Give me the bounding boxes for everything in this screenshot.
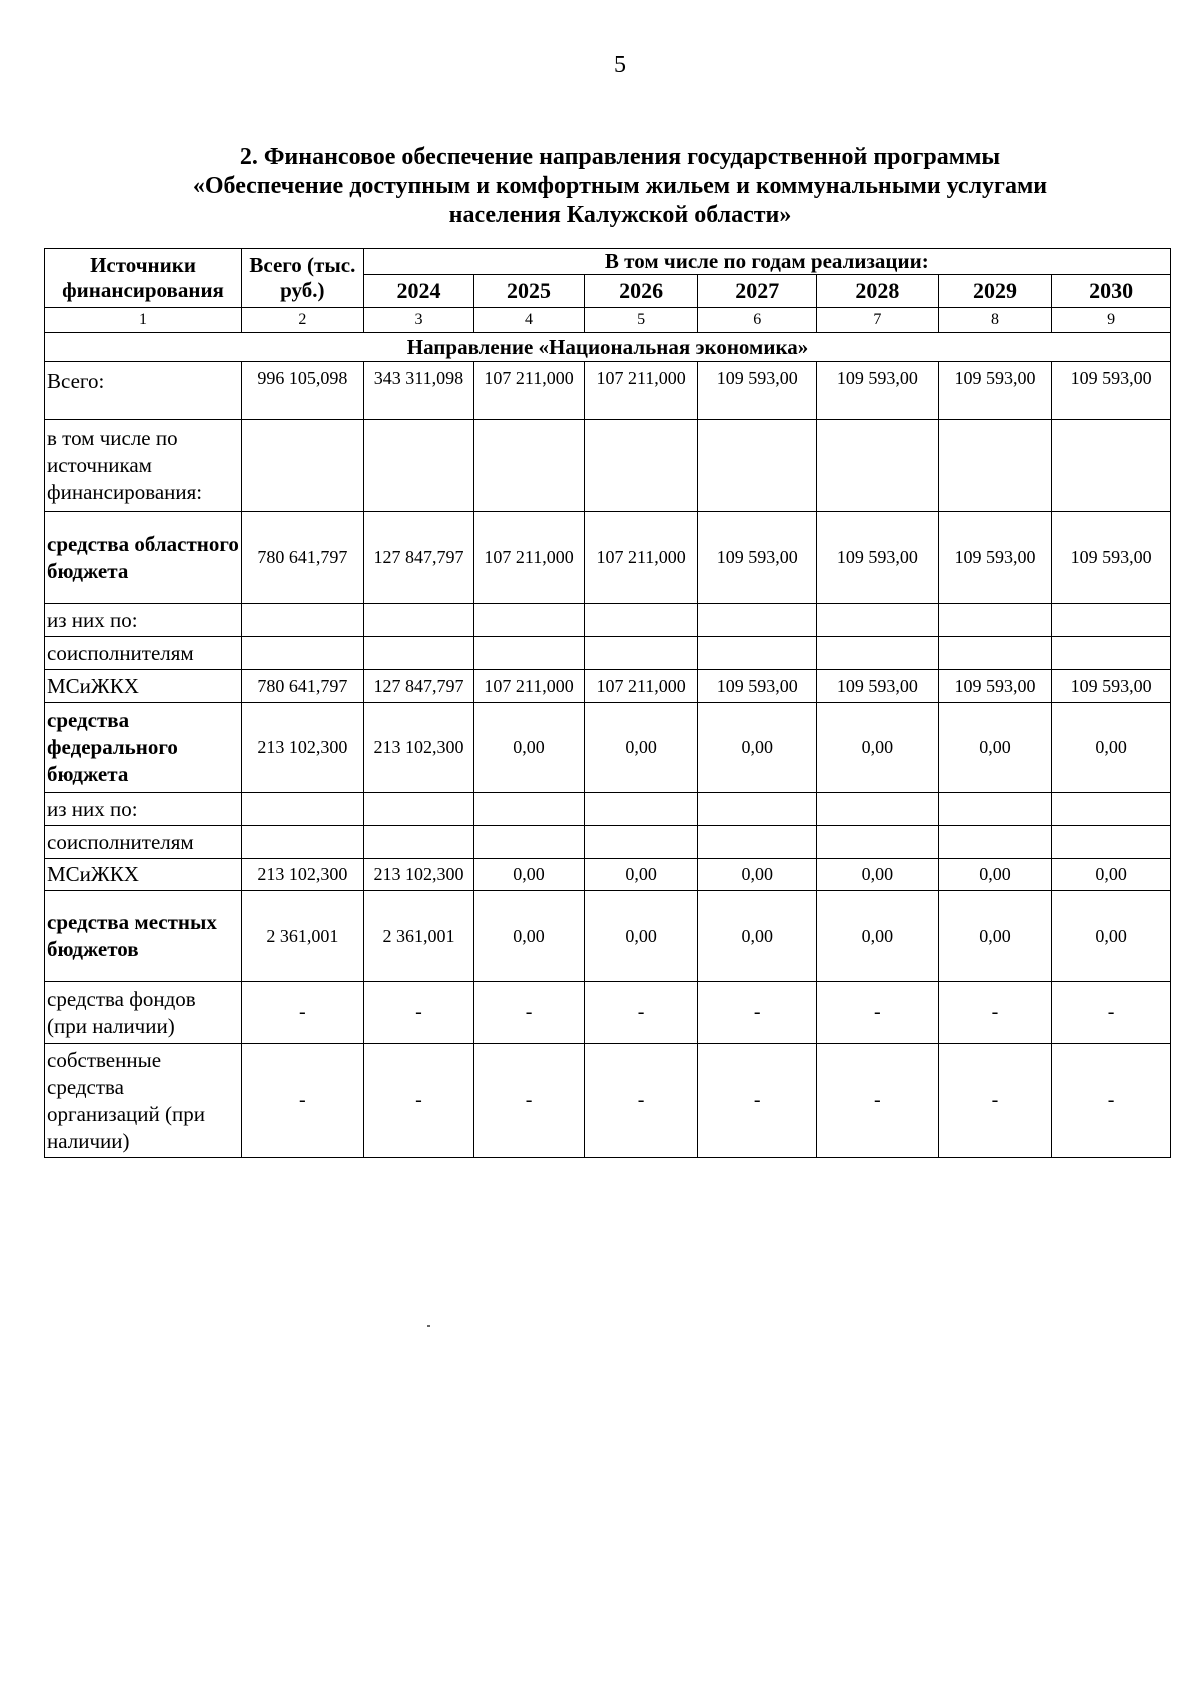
cell-value: - <box>817 982 939 1044</box>
cell-value: 107 211,000 <box>474 362 585 420</box>
cell-value <box>817 826 939 859</box>
column-number: 3 <box>363 308 474 333</box>
row-label: МСиЖКХ <box>45 859 242 891</box>
cell-value <box>242 420 364 512</box>
column-number: 6 <box>698 308 817 333</box>
cell-value <box>817 604 939 637</box>
row-label: средства областного бюджета <box>45 512 242 604</box>
cell-value <box>698 793 817 826</box>
cell-value: 107 211,000 <box>474 512 585 604</box>
row-label: Всего: <box>45 362 242 420</box>
column-number: 7 <box>817 308 939 333</box>
cell-value <box>584 604 698 637</box>
row-label: соисполнителям <box>45 826 242 859</box>
table-row <box>45 982 1171 1044</box>
header-year: 2029 <box>938 275 1052 308</box>
cell-value: 109 593,00 <box>698 670 817 703</box>
cell-value: - <box>242 982 364 1044</box>
cell-value: 109 593,00 <box>1052 362 1171 420</box>
table-row <box>45 793 1171 826</box>
cell-value: 0,00 <box>698 703 817 793</box>
header-sources: Источники финансирования <box>45 249 242 308</box>
cell-value: 0,00 <box>698 859 817 891</box>
cell-value: - <box>1052 1044 1171 1158</box>
cell-value: 0,00 <box>474 859 585 891</box>
column-number: 8 <box>938 308 1052 333</box>
header-by-years: В том числе по годам реализации: <box>363 249 1170 275</box>
cell-value <box>698 826 817 859</box>
cell-value <box>242 604 364 637</box>
direction-heading: Направление «Национальная экономика» <box>45 333 1171 362</box>
cell-value <box>242 793 364 826</box>
cell-value <box>1052 793 1171 826</box>
header-year: 2025 <box>474 275 585 308</box>
cell-value: 0,00 <box>474 703 585 793</box>
cell-value: 109 593,00 <box>938 362 1052 420</box>
row-label: средства федерального бюджета <box>45 703 242 793</box>
cell-value <box>1052 826 1171 859</box>
cell-value <box>938 604 1052 637</box>
cell-value: 0,00 <box>1052 703 1171 793</box>
row-label: МСиЖКХ <box>45 670 242 703</box>
cell-value: 107 211,000 <box>474 670 585 703</box>
page-number: 5 <box>614 52 626 78</box>
cell-value <box>698 420 817 512</box>
cell-value: - <box>817 1044 939 1158</box>
header-year: 2026 <box>584 275 698 308</box>
cell-value <box>584 637 698 670</box>
cell-value: 0,00 <box>817 891 939 982</box>
cell-value: 109 593,00 <box>938 512 1052 604</box>
cell-value <box>242 826 364 859</box>
cell-value: - <box>698 982 817 1044</box>
column-number-row <box>45 308 1171 333</box>
column-number: 4 <box>474 308 585 333</box>
column-number: 2 <box>242 308 364 333</box>
scan-speck <box>427 1325 430 1327</box>
cell-value <box>938 826 1052 859</box>
cell-value: - <box>698 1044 817 1158</box>
cell-value: 109 593,00 <box>938 670 1052 703</box>
cell-value: - <box>584 982 698 1044</box>
title-line-3: населения Калужской области» <box>448 202 792 228</box>
cell-value: 213 102,300 <box>363 859 474 891</box>
cell-value: - <box>584 1044 698 1158</box>
row-label: средства местных бюджетов <box>45 891 242 982</box>
row-label: собственные средства организаций (при наличии) <box>45 1044 242 1158</box>
cell-value: 780 641,797 <box>242 670 364 703</box>
cell-value: - <box>1052 982 1171 1044</box>
cell-value <box>363 793 474 826</box>
cell-value: 109 593,00 <box>1052 512 1171 604</box>
cell-value <box>938 420 1052 512</box>
cell-value: 2 361,001 <box>363 891 474 982</box>
header-year: 2024 <box>363 275 474 308</box>
table-row <box>45 604 1171 637</box>
table-row <box>45 859 1171 891</box>
header-total: Всего (тыс. руб.) <box>242 249 364 308</box>
table-row <box>45 1044 1171 1158</box>
title-line-1: 2. Финансовое обеспечение направления государственной программы <box>239 144 1001 170</box>
cell-value: 996 105,098 <box>242 362 364 420</box>
row-label: средства фондов (при наличии) <box>45 982 242 1044</box>
cell-value: 0,00 <box>938 703 1052 793</box>
cell-value: 0,00 <box>584 891 698 982</box>
row-label: соисполнителям <box>45 637 242 670</box>
cell-value <box>363 637 474 670</box>
cell-value: 109 593,00 <box>1052 670 1171 703</box>
cell-value: 0,00 <box>698 891 817 982</box>
cell-value <box>474 420 585 512</box>
cell-value: 0,00 <box>584 703 698 793</box>
table-row <box>45 512 1171 604</box>
column-number: 9 <box>1052 308 1171 333</box>
row-label: в том числе по источникам финансирования: <box>45 420 242 512</box>
cell-value: 780 641,797 <box>242 512 364 604</box>
cell-value: 107 211,000 <box>584 670 698 703</box>
cell-value: 109 593,00 <box>817 670 939 703</box>
cell-value <box>817 793 939 826</box>
header-year: 2027 <box>698 275 817 308</box>
cell-value: 343 311,098 <box>363 362 474 420</box>
row-label: из них по: <box>45 604 242 637</box>
cell-value <box>1052 420 1171 512</box>
cell-value: 0,00 <box>584 859 698 891</box>
cell-value: - <box>242 1044 364 1158</box>
row-label: из них по: <box>45 793 242 826</box>
cell-value: 109 593,00 <box>698 512 817 604</box>
table-row <box>45 826 1171 859</box>
cell-value: 0,00 <box>938 891 1052 982</box>
cell-value <box>817 637 939 670</box>
cell-value <box>474 637 585 670</box>
cell-value <box>363 420 474 512</box>
title-line-2: «Обеспечение доступным и комфортным жильем и коммунальными услугами <box>192 173 1048 199</box>
cell-value <box>817 420 939 512</box>
cell-value <box>584 793 698 826</box>
cell-value: - <box>363 982 474 1044</box>
cell-value <box>242 637 364 670</box>
cell-value <box>1052 637 1171 670</box>
table-row <box>45 362 1171 420</box>
cell-value: 0,00 <box>817 703 939 793</box>
cell-value: 127 847,797 <box>363 670 474 703</box>
column-number: 1 <box>45 308 242 333</box>
cell-value: - <box>938 982 1052 1044</box>
cell-value: 0,00 <box>1052 891 1171 982</box>
table-row <box>45 420 1171 512</box>
document-title <box>60 143 1180 230</box>
cell-value: 109 593,00 <box>817 512 939 604</box>
cell-value: 0,00 <box>1052 859 1171 891</box>
cell-value <box>474 793 585 826</box>
cell-value <box>698 604 817 637</box>
cell-value: 127 847,797 <box>363 512 474 604</box>
cell-value: 213 102,300 <box>242 703 364 793</box>
cell-value <box>363 604 474 637</box>
cell-value: - <box>474 982 585 1044</box>
cell-value <box>363 826 474 859</box>
cell-value: - <box>938 1044 1052 1158</box>
cell-value <box>584 826 698 859</box>
cell-value: 107 211,000 <box>584 362 698 420</box>
cell-value: 0,00 <box>474 891 585 982</box>
cell-value: - <box>474 1044 585 1158</box>
cell-value <box>474 604 585 637</box>
cell-value: 109 593,00 <box>817 362 939 420</box>
cell-value: 0,00 <box>817 859 939 891</box>
financing-table <box>44 248 1171 1158</box>
cell-value <box>938 637 1052 670</box>
column-number: 5 <box>584 308 698 333</box>
cell-value: 213 102,300 <box>242 859 364 891</box>
cell-value: 0,00 <box>938 859 1052 891</box>
cell-value <box>584 420 698 512</box>
header-year: 2030 <box>1052 275 1171 308</box>
table-row <box>45 637 1171 670</box>
cell-value: 109 593,00 <box>698 362 817 420</box>
cell-value <box>474 826 585 859</box>
table-row <box>45 670 1171 703</box>
cell-value <box>698 637 817 670</box>
cell-value: 2 361,001 <box>242 891 364 982</box>
cell-value <box>1052 604 1171 637</box>
header-year: 2028 <box>817 275 939 308</box>
table-row <box>45 703 1171 793</box>
cell-value <box>938 793 1052 826</box>
cell-value: - <box>363 1044 474 1158</box>
cell-value: 213 102,300 <box>363 703 474 793</box>
table-row <box>45 891 1171 982</box>
cell-value: 107 211,000 <box>584 512 698 604</box>
